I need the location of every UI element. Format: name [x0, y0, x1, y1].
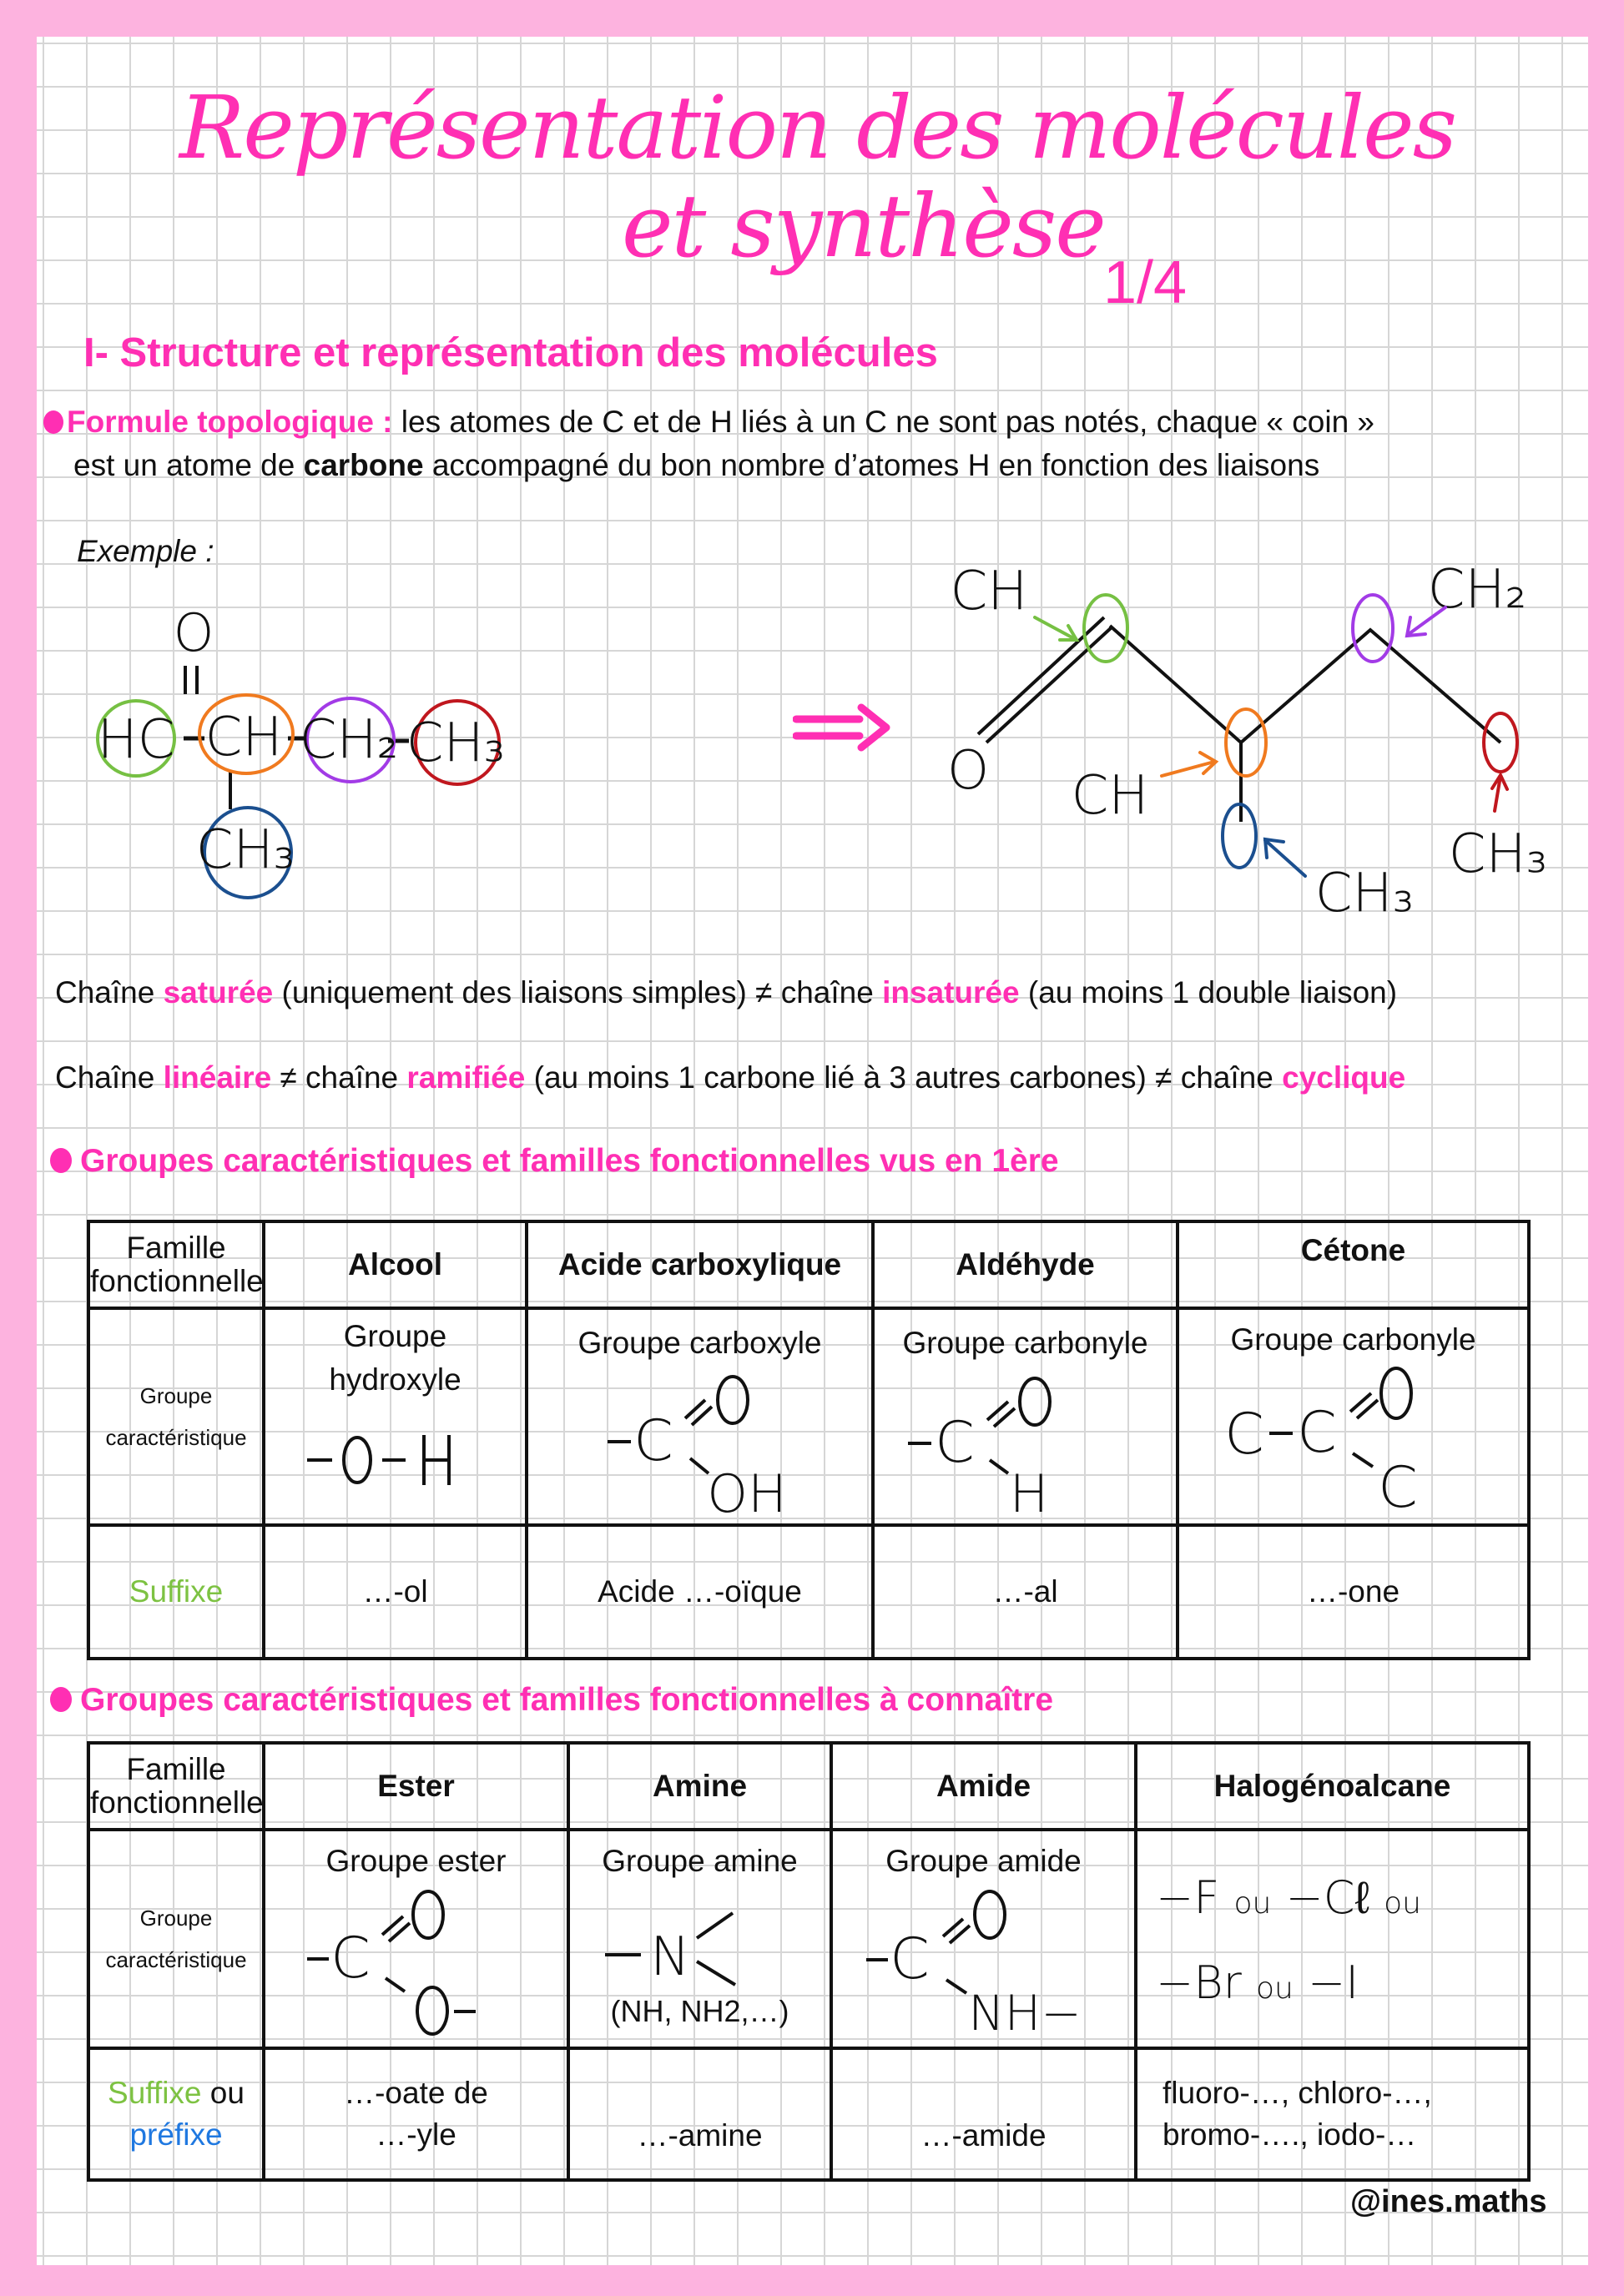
- developed-formula: [83, 567, 751, 918]
- term-lineaire: linéaire: [163, 1060, 272, 1095]
- formula-ester: [299, 1881, 541, 2048]
- suffix-alcool: …-ol: [264, 1525, 527, 1659]
- suffix-aldehyde: …-al: [873, 1525, 1178, 1659]
- group-ch: CH: [204, 707, 283, 768]
- svg-text:NH−: NH−: [968, 1985, 1082, 2042]
- chain-saturation-line: [55, 971, 1397, 1015]
- group-name-carbonyle-cetone: Groupe carbonyle: [1230, 1322, 1476, 1357]
- svg-text:C: C: [1224, 1402, 1264, 1468]
- group-ch3: CH₃: [406, 712, 506, 774]
- formula-hydroxyle: [299, 1427, 482, 1502]
- arrow-green-icon: [1035, 617, 1077, 640]
- formula-carboxyle: [603, 1368, 837, 1518]
- term-insaturee: insaturée: [882, 975, 1020, 1010]
- chain1-c: (uniquement des liaisons simples) ≠ chaîne: [273, 975, 883, 1010]
- svg-text:C: C: [1297, 1400, 1337, 1466]
- topo-label-ch-orange: CH: [1071, 765, 1149, 827]
- topo-label: Formule topologique :: [67, 405, 393, 439]
- rowhead-group: Groupe caractéristique: [88, 1308, 264, 1525]
- rowhead-family: Famille fonctionnelle: [88, 1221, 264, 1308]
- oxygen-atom: O: [173, 602, 214, 663]
- formula-aldehyde: [900, 1368, 1117, 1518]
- table2-heading: [50, 1682, 1053, 1719]
- section-heading: I- Structure et représentation des molécules: [83, 330, 938, 375]
- family-halogenoalcane: Halogénoalcane: [1136, 1743, 1529, 1830]
- table-functional-groups-a-connaitre: [87, 1741, 1531, 2182]
- group-hc: HC: [97, 709, 175, 771]
- suffix-acide: Acide …-oïque: [527, 1525, 873, 1659]
- family-alcool: Alcool: [264, 1221, 527, 1308]
- formula-amine: [595, 1890, 812, 1990]
- table1-heading: [50, 1143, 1059, 1180]
- chain-shape-line: [55, 1056, 1405, 1100]
- group-halogenoalcane: [1136, 1830, 1529, 2048]
- table2-heading-text: Groupes caractéristiques et familles fonctionnelles à connaître: [80, 1682, 1054, 1718]
- bullet-icon: [50, 1148, 72, 1173]
- svg-text:N: N: [650, 1926, 690, 1988]
- svg-text:C: C: [935, 1410, 975, 1476]
- topo-text-a: les atomes de C et de H liés à un C ne sont pas notés, chaque « coin »: [392, 405, 1374, 439]
- family-acide-carboxylique: Acide carboxylique: [527, 1221, 873, 1308]
- group-name-carboxyle: Groupe carboxyle: [577, 1326, 822, 1360]
- table-functional-groups-1ere: [87, 1220, 1531, 1660]
- formula-cetone: [1221, 1360, 1488, 1518]
- rowhead-group: Groupe caractéristique: [88, 1830, 264, 2048]
- halogen-line1: −F ou −Cℓ ou: [1156, 1871, 1421, 1924]
- page-title-line2: et synthèse: [622, 175, 1105, 277]
- svg-text:C: C: [330, 1926, 371, 1991]
- group-name-ester: Groupe ester: [325, 1844, 507, 1878]
- group-name-carbonyle-aldehyde: Groupe carbonyle: [902, 1326, 1148, 1360]
- chain2-a: Chaîne: [55, 1060, 164, 1095]
- arrow-orange-icon: [1162, 753, 1216, 776]
- topo-text-b1: est un atome de: [73, 448, 304, 482]
- suffix-amine: …-amine: [568, 2048, 831, 2180]
- topo-label-ch3-red: CH₃: [1448, 823, 1548, 885]
- suffix-amide: …-amide: [831, 2048, 1136, 2180]
- group-name-amine: Groupe amine: [602, 1844, 798, 1878]
- topo-oxygen: O: [946, 740, 990, 802]
- bullet-icon: [50, 1687, 72, 1712]
- formula-amide: [858, 1881, 1125, 2048]
- term-ramifiee: ramifiée: [406, 1060, 526, 1095]
- suffix-cetone: …-one: [1178, 1525, 1529, 1659]
- svg-text:C: C: [1378, 1455, 1418, 1518]
- branch-ch3: CH₃: [195, 819, 295, 881]
- group-name-hydroxyle: Groupe hydroxyle: [329, 1319, 461, 1397]
- chain2-e: (au moins 1 carbone lié à 3 autres carbones) ≠ chaîne: [525, 1060, 1283, 1095]
- svg-text:OH: OH: [707, 1463, 787, 1518]
- group-name-amide: Groupe amide: [885, 1844, 1082, 1878]
- page-title-line1: Représentation des molécules: [179, 77, 1456, 179]
- amine-note: (NH, NH2,…): [610, 1994, 789, 2028]
- author-credit: @ines.maths: [1350, 2184, 1547, 2219]
- topo-label-ch2: CH₂: [1427, 559, 1527, 621]
- family-aldehyde: Aldéhyde: [873, 1221, 1178, 1308]
- family-cetone: Cétone: [1178, 1221, 1529, 1308]
- suffix-ester: …-oate de …-yle: [264, 2048, 568, 2180]
- chain1-e: (au moins 1 double liaison): [1019, 975, 1398, 1010]
- svg-text:C: C: [633, 1408, 673, 1474]
- topo-bold: carbone: [303, 448, 424, 482]
- example-label: Exemple :: [77, 534, 214, 568]
- topological-formula: [901, 534, 1586, 951]
- group-acide: [527, 1308, 873, 1525]
- chain2-c: ≠ chaîne: [271, 1060, 407, 1095]
- group-amine: [568, 1830, 831, 2048]
- group-amide: [831, 1830, 1136, 2048]
- family-amide: Amide: [831, 1743, 1136, 1830]
- family-amine: Amine: [568, 1743, 831, 1830]
- term-cyclique: cyclique: [1282, 1060, 1406, 1095]
- rowhead-suffix: Suffixe: [88, 1525, 264, 1659]
- page-fraction: 1/4: [1103, 249, 1188, 316]
- bullet-icon: [43, 410, 63, 434]
- topo-label-ch3-blue: CH₃: [1314, 863, 1415, 924]
- term-saturee: saturée: [163, 975, 274, 1010]
- group-alcool: [264, 1308, 527, 1525]
- family-ester: Ester: [264, 1743, 568, 1830]
- topo-line2: [73, 444, 1319, 487]
- svg-text:C: C: [890, 1926, 930, 1992]
- arrow-purple-icon: [1407, 607, 1445, 636]
- halogen-line2: −Br ou −I: [1156, 1956, 1359, 2009]
- rowhead-suffix-prefix: Suffixe ou préfixe: [88, 2048, 264, 2180]
- implies-arrow-icon: [793, 701, 893, 759]
- topo-label-ch-green: CH: [950, 561, 1028, 622]
- prefix-halogenoalcane: fluoro-…, chloro-…, bromo-…., iodo-…: [1136, 2048, 1529, 2180]
- rowhead-family: Famille fonctionnelle: [88, 1743, 264, 1830]
- group-ch2: CH₂: [299, 709, 399, 771]
- arrow-red-icon: [1492, 775, 1507, 811]
- chain1-a: Chaîne: [55, 975, 164, 1010]
- svg-text:H: H: [1009, 1463, 1049, 1518]
- group-aldehyde: [873, 1308, 1178, 1525]
- group-ester: [264, 1830, 568, 2048]
- group-cetone: [1178, 1308, 1529, 1525]
- arrow-blue-icon: [1265, 839, 1305, 876]
- topo-line1: [43, 400, 1374, 444]
- table1-heading-text: Groupes caractéristiques et familles fonctionnelles vus en 1ère: [80, 1143, 1059, 1179]
- topo-text-b2: accompagné du bon nombre d’atomes H en fonction des liaisons: [423, 448, 1320, 482]
